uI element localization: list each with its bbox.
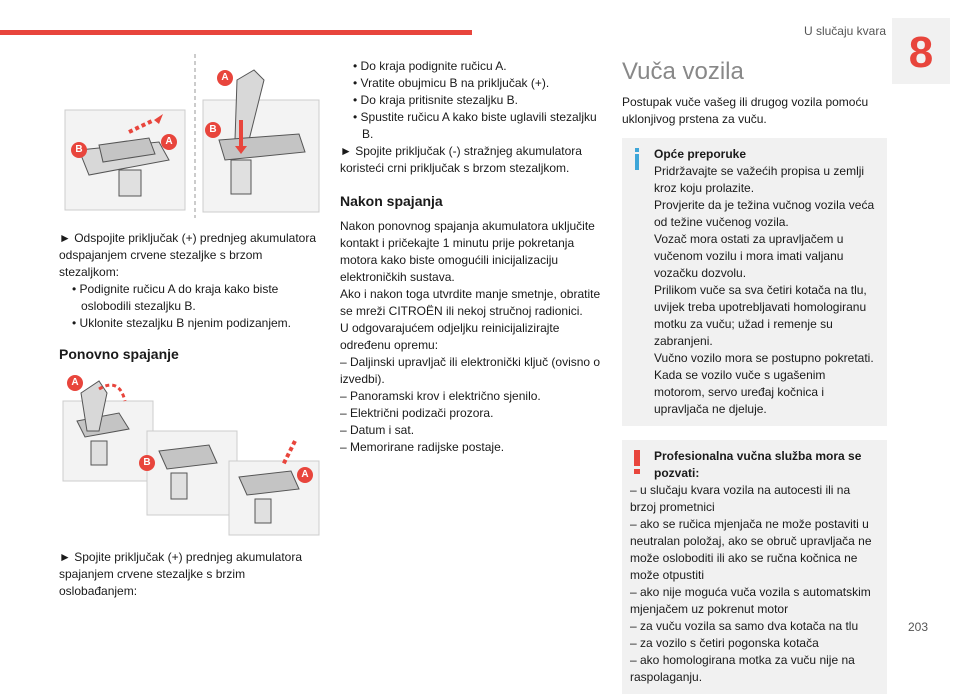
info-box-title: Opće preporuke — [654, 147, 747, 161]
rear-battery-instruction: ► Spojite priključak (-) stražnjeg akumulatora koristeći crni priključak s brzom stezaljkom. — [340, 144, 582, 175]
label-b-marker: B — [71, 142, 87, 158]
section-title: U slučaju kvara — [803, 24, 886, 38]
disconnect-instruction: ► Odspojite priključak (+) prednjeg akumulatora odspajanjem crvene stezaljke s brzom stezaljkom: — [59, 231, 316, 279]
chapter-badge — [892, 18, 950, 84]
bullet-text: Do kraja podignite ručicu A. — [360, 59, 507, 73]
after-connect-text: Ako i nakon toga utvrdite manje smetnje, obratite se mreži CITROËN ili nekoj stručnoj radionici. — [340, 287, 601, 318]
bullet-item: • Podignite ručicu A do kraja kako biste oslobodili stezaljku B. — [72, 282, 279, 313]
label-b-marker: B — [139, 455, 155, 471]
warning-item: – za vozilo s četiri pogonska kotača — [630, 636, 819, 650]
warning-box — [622, 440, 887, 694]
label-b-marker: B — [205, 122, 221, 138]
bullet-item: • Uklonite stezaljku B njenim podizanjem. — [72, 316, 291, 330]
info-icon — [630, 148, 644, 170]
top-accent-bar — [0, 30, 472, 35]
reconnect-instruction: ► Spojite priključak (+) prednjeg akumulatora spajanjem crvene stezaljke s brzim oslobađanjem: — [59, 550, 302, 598]
bullet-item: • Spustite ručicu A kako biste uglavili stezaljku B. — [353, 110, 597, 141]
equipment-item: – Memorirane radijske postaje. — [340, 440, 505, 454]
after-connect-heading: Nakon spajanja — [340, 193, 443, 209]
bullet-item: • Do kraja pritisnite stezaljku B. — [353, 93, 518, 107]
bullet-text: Uklonite stezaljku B njenim podizanjem. — [79, 316, 291, 330]
towing-title: Vuča vozila — [622, 58, 744, 85]
label-a-marker: A — [161, 134, 177, 150]
bullet-text: Spustite ručicu A kako biste uglavili stezaljku B. — [360, 110, 597, 141]
left-column — [59, 50, 324, 600]
chapter-number: 8 — [908, 28, 934, 77]
warning-box-header — [654, 448, 879, 482]
info-box — [622, 138, 887, 426]
label-a-marker: A — [217, 70, 233, 86]
bullet-text: Podignite ručicu A do kraja kako biste oslobodili stezaljku B. — [79, 282, 279, 313]
warning-item: – za vuču vozila sa samo dva kotača na tlu — [630, 619, 859, 633]
equipment-item: – Daljinski upravljač ili elektronički ključ (ovisno o izvedbi). — [340, 355, 601, 386]
warning-item: – ako se ručica mjenjača ne može postaviti u neutralan položaj, ako se obruč upravljača ne može osloboditi ili ako se ručna kočnica ne može otpustiti — [630, 517, 872, 582]
page-number: 203 — [907, 620, 928, 634]
warning-icon — [630, 450, 644, 474]
equipment-item: – Električni podizači prozora. — [340, 406, 494, 420]
after-connect-text: Nakon ponovnog spajanja akumulatora uključite kontakt i pričekajte 1 minutu prije pokretanja motora kako biste omogućili inicijalizaciju elektroničkih sustava. — [340, 219, 595, 284]
bullet-item: • Do kraja podignite ručicu A. — [353, 59, 507, 73]
label-a-marker: A — [67, 375, 83, 391]
reconnect-illustration — [59, 371, 324, 539]
after-connect-text: U odgovarajućem odjeljku reinicijalizirajte određenu opremu: — [340, 321, 560, 352]
warning-item: – ako nije moguća vuča vozila s automatskim mjenjačem uz pokrenut motor — [630, 585, 871, 616]
disconnect-diagram — [59, 50, 324, 222]
info-box-text: Pridržavajte se važećih propisa u zemlji kroz koju prolazite. Provjerite da je težina vučnog vozila veća od težine vučenog vozila. Vozač mora ostati za upravljačem u vučenom vozilu i mora imati valjanu vozačku dozvolu. Prilikom vuče sa sva četiri kotača na tlu, uvijek treba upotrebljavati homologiranu motku za vuču; užad i remenje su zabranjeni. Vučno vozilo mora se postupno pokretati. Kada se vozilo vuče s ugašenim motorom, servo uređaj kočnica i upravljača ne djeluje. — [654, 164, 875, 416]
towing-intro: Postupak vuče vašeg ili drugog vozila pomoću uklonjivog prstena za vuču. — [622, 95, 869, 126]
info-box-content — [654, 146, 879, 418]
equipment-item: – Datum i sat. — [340, 423, 415, 437]
disconnect-illustration — [59, 50, 324, 222]
right-column — [622, 58, 887, 694]
bullet-text: Vratite obujmicu B na priključak (+). — [360, 76, 550, 90]
reconnect-diagram — [59, 371, 324, 539]
bullet-item: • Vratite obujmicu B na priključak (+). — [353, 76, 550, 90]
label-a-marker: A — [297, 467, 313, 483]
warning-item: – ako homologirana motka za vuču nije na raspolaganju. — [630, 653, 855, 684]
middle-column — [340, 58, 605, 456]
warning-item: – u slučaju kvara vozila na autocesti ili na brzoj prometnici — [630, 483, 851, 514]
reconnect-heading: Ponovno spajanje — [59, 346, 179, 362]
equipment-item: – Panoramski krov i električno sjenilo. — [340, 389, 541, 403]
bullet-text: Do kraja pritisnite stezaljku B. — [360, 93, 518, 107]
warning-box-title: Profesionalna vučna služba mora se pozvati: — [654, 449, 862, 480]
